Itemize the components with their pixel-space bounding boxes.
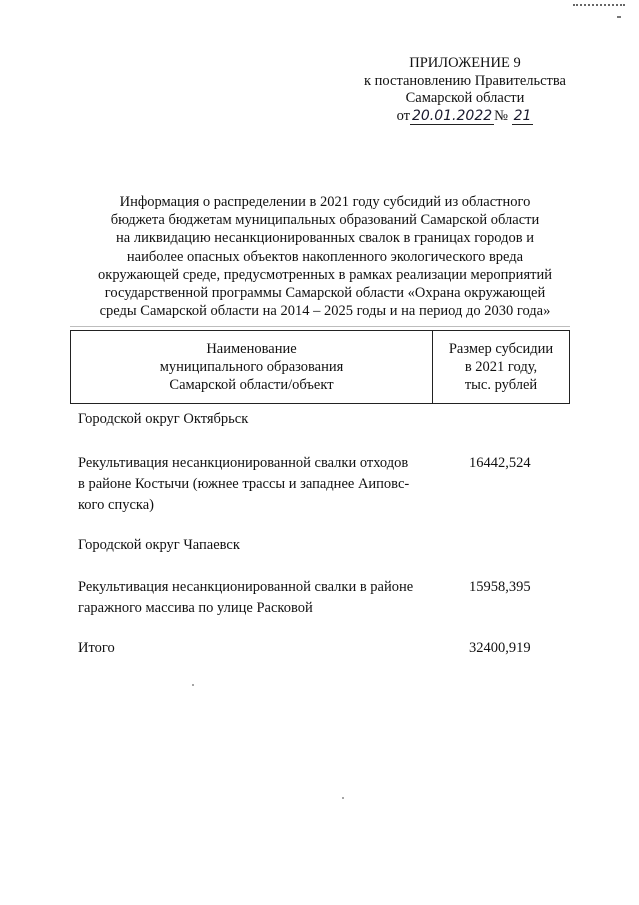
- handwritten-number: 21: [513, 107, 532, 124]
- row-object-kostychi: [78, 453, 435, 516]
- row-district-oktyabrsk: [78, 409, 435, 430]
- appendix-title: ПРИЛОЖЕНИЕ 9: [409, 55, 521, 71]
- row-value-raskovoy: 15958,395: [469, 579, 531, 595]
- header-name-line: Наименование: [206, 341, 297, 357]
- title-line: наиболее опасных объектов накопленного экологического вреда: [126, 248, 524, 265]
- appendix-block: [340, 55, 590, 125]
- scan-mark: [573, 4, 625, 8]
- header-name-cell: [71, 331, 433, 403]
- row-line: в районе Костычи (южнее трассы и западнее Аиповс-: [78, 476, 410, 492]
- appendix-line-2: Самарской области: [405, 90, 525, 106]
- document-title: [70, 193, 580, 320]
- scan-speck: [192, 684, 194, 686]
- handwritten-date: 20.01.2022: [411, 107, 493, 124]
- row-total: [78, 638, 435, 659]
- row-line: кого спуска): [78, 497, 154, 513]
- header-size-line: в 2021 году,: [464, 359, 538, 375]
- title-line: окружающей среде, предусмотренных в рамках реализации мероприятий: [98, 266, 552, 283]
- header-name-line: Самарской области/объект: [169, 377, 334, 393]
- title-line: среды Самарской области на 2014 – 2025 годы и на период до 2030 года»: [99, 303, 551, 320]
- title-line: на ликвидацию несанкционированных свалок в границах городов и: [116, 230, 534, 247]
- row-line: гаражного массива по улице Расковой: [78, 600, 313, 616]
- row-line: Рекультивация несанкционированной свалки в районе: [78, 579, 414, 595]
- row-line: Городской округ Чапаевск: [78, 537, 240, 553]
- title-line: Информация о распределении в 2021 году субсидий из областного: [119, 194, 531, 210]
- row-line: Городской округ Октябрьск: [78, 411, 249, 427]
- row-line: Итого: [78, 640, 115, 656]
- scan-mark-dot: [617, 16, 621, 18]
- row-value-total: 32400,919: [469, 640, 531, 656]
- table-header: [70, 330, 570, 404]
- title-line: государственной программы Самарской области «Охрана окружающей: [104, 285, 546, 302]
- title-line: бюджета бюджетам муниципальных образований Самарской области: [110, 212, 540, 229]
- header-size-cell: [433, 331, 569, 412]
- appendix-line-1: к постановлению Правительства: [364, 72, 566, 89]
- row-value-kostychi: 16442,524: [469, 455, 531, 471]
- header-size-line: тыс. рублей: [464, 377, 538, 393]
- row-line: Рекультивация несанкционированной свалки отходов: [78, 455, 409, 471]
- row-district-chapaevsk: [78, 535, 435, 556]
- scan-speck: [342, 797, 344, 799]
- appendix-date-line: [340, 108, 590, 126]
- header-size-line: Размер субсидии: [448, 341, 554, 357]
- row-object-raskovoy: [78, 577, 435, 619]
- number-prefix: №: [494, 107, 508, 124]
- date-prefix: от: [396, 107, 410, 124]
- scan-artifact-line: [70, 326, 570, 327]
- header-name-line: муниципального образования: [159, 359, 344, 375]
